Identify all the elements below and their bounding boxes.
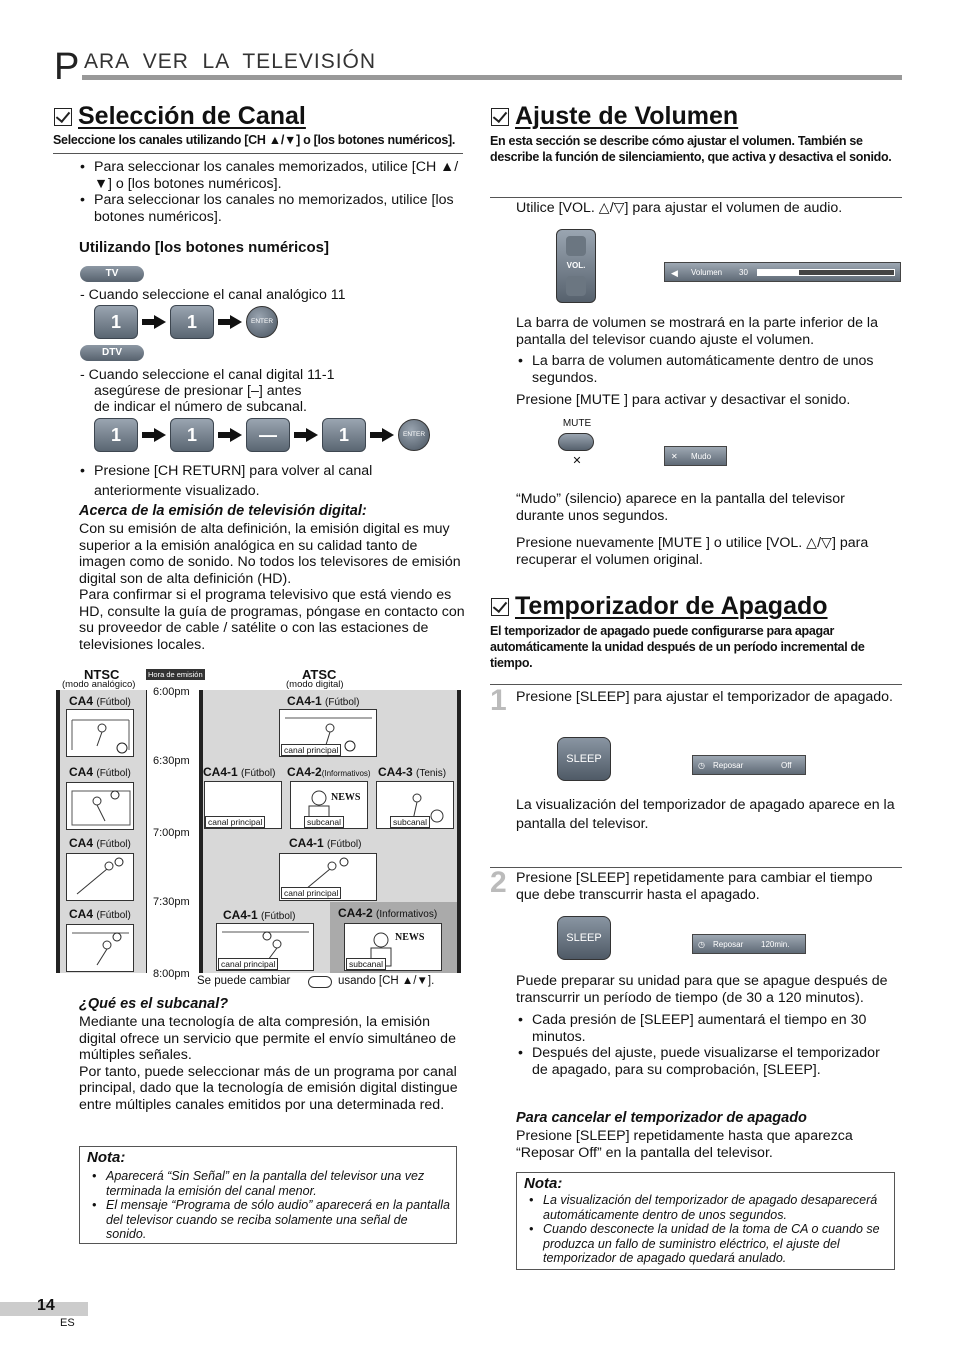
page-number: 14: [37, 1297, 55, 1314]
sleep-osd-off: ◷ Reposar Off: [692, 755, 806, 775]
digital-head: Acerca de la emisión de televisión digital:: [79, 503, 367, 519]
step-1-text: Presione [SLEEP] para ajustar el temporizador de apagado.: [516, 689, 893, 705]
return-bullet: • Presione [CH RETURN] para volver al canal anteriormente visualizado.: [78, 463, 463, 499]
mute-osd: ✕ Mudo: [664, 446, 727, 466]
speaker-icon: ◀: [671, 268, 678, 278]
step-2-text: Presione [SLEEP] repetidamente para cambiar el tiempo que debe transcurrir hasta el apagado.: [516, 870, 873, 903]
page-header: [54, 44, 902, 88]
sleep-osd-120: ◷ Reposar 120min.: [692, 934, 806, 954]
key-1: 1: [170, 305, 214, 339]
list-item: • Aparecerá “Sin Señal” en la pantalla del televisor una vez terminada la emisión del canal menor.: [90, 1169, 450, 1198]
mute-text: Presione [MUTE ] para activar y desactivar el sonido.: [516, 392, 851, 408]
key-1: 1: [94, 305, 138, 339]
list-item: • La visualización del temporizador de apagado desaparecerá automáticamente dentro de unos segundos.: [527, 1193, 889, 1222]
step-1-after: La visualización del temporizador de apagado aparece en la pantalla del televisor.: [516, 797, 895, 832]
list-item: • Cuando desconecte la unidad de la toma de CA o cuando se produzca un fallo de suministro eléctrico, el ajuste del temporizador de apagado quedará anulado.: [527, 1222, 889, 1266]
dtv-line-1: - Cuando seleccione el canal digital 11-1: [80, 367, 335, 383]
mudo-text: “Mudo” (silencio) aparece en la pantalla del televisor durante unos segundos.: [516, 491, 845, 524]
step-2-after: Puede preparar su unidad para que se apague después de transcurrir un período de tiempo (de 30 a 120 minutos).: [516, 973, 888, 1006]
list-item: • Para seleccionar los canales memorizados, utilice [CH ▲/▼] o [los botones numéricos].: [78, 159, 463, 192]
subchannel-head: ¿Qué es el subcanal?: [79, 996, 229, 1012]
cancel-head: Para cancelar el temporizador de apagado: [516, 1110, 807, 1126]
channel-diagram: NTSC (modo analógico) Hora de emisión ATSC (modo digital) 6:00pm 6:30pm 7:00pm 7:30pm 8:00pm CA4 (Fútbol) CA4 (Fútbol) CA4 (Fútbol) CA4 (Fútbol) CA4-1 (Fútbol) canal principal CA4-1 (Fútbol) CA4-2(Informativos) CA4-3 (Tenis) canal principal NEWS subcanal subcanal CA4-1 (Fútbol) canal principal CA4-1 (Fútbol) CA4-2 (Informativos) canal principal NEWS subcanal Se puede cambiar usando [CH ▲/▼].: [54, 665, 464, 995]
volume-use: Utilice [VOL. △/▽] para ajustar el volumen de audio.: [516, 200, 843, 216]
note-box-right: Nota: • La visualización del temporizador de apagado desaparecerá automáticamente dentro de unos segundos. • Cuando desconecte la unidad de la toma de CA o cuando se produzca un fallo de suministro eléctrico, el ajuste del temporizador de apagado quedará anulado.: [516, 1172, 895, 1270]
mute-icon: ✕: [572, 455, 582, 467]
step-2-bullets: [516, 1012, 896, 1078]
cancel-text: Presione [SLEEP] repetidamente hasta que aparezca “Reposar Off” en la pantalla del televisor.: [516, 1128, 853, 1161]
dtv-line-3: de indicar el número de subcanal.: [94, 399, 307, 415]
section-title-volume: Ajuste de Volumen: [491, 102, 738, 130]
checkbox-icon: [54, 108, 72, 126]
header-initial: P: [54, 46, 80, 88]
language-code: ES: [60, 1317, 75, 1329]
note-box-left: Nota: • Aparecerá “Sin Señal” en la pantalla del televisor una vez terminada la emisión del canal menor. • El mensaje “Programa de sólo audio” aparecerá en la pantalla del televisor cuando se reciba solamente una señal de sonido.: [79, 1146, 457, 1244]
clock-icon: ◷: [698, 940, 705, 949]
list-item: • El mensaje “Programa de sólo audio” aparecerá en la pantalla del televisor cuando se reciba solamente una señal de sonido.: [90, 1198, 450, 1242]
channel-intro: Seleccione los canales utilizando [CH ▲/▼] o [los botones numéricos].: [53, 133, 456, 147]
section-title-channel: Selección de Canal: [54, 102, 306, 130]
sleep-button: SLEEP: [557, 916, 611, 960]
section-title-sleep: Temporizador de Apagado: [491, 592, 828, 620]
key-1: 1: [170, 418, 214, 452]
mute-button: MUTE ✕: [558, 418, 596, 467]
vol-bullet: • La barra de volumen automáticamente dentro de unos segundos.: [516, 353, 896, 386]
step-2-number: 2: [490, 866, 507, 899]
sleep-intro: El temporizador de apagado puede configurarse para apagar automáticamente la unidad después de un período incremental de tiempo.: [490, 624, 865, 670]
header-title: ARA VER LA TELEVISIÓN: [84, 50, 377, 73]
mute-icon: ✕: [671, 452, 678, 461]
tv-badge: TV: [80, 266, 144, 282]
checkbox-icon: [491, 598, 509, 616]
channel-bullets: [78, 159, 463, 225]
subchannel-text: Mediante una tecnología de alta compresión, la emisión digital ofrece un servicio que permite el envío simultáneo de múltiples señales. Por tanto, puede seleccionar más de un programa por canal principal, dado que la tecnología de emisión digital distingue entre múltiples canales emitidos por una determinada red.: [79, 1014, 458, 1113]
list-item: • Después del ajuste, puede visualizarse el temporizador de apagado, para su comprobación, [SLEEP].: [516, 1045, 896, 1078]
mute-again-text: Presione nuevamente [MUTE ] o utilice [VOL. △/▽] para recuperar el volumen original.: [516, 535, 869, 568]
volume-osd: ◀ Volumen 30: [664, 262, 901, 282]
numeric-subhead: Utilizando [los botones numéricos]: [79, 239, 330, 256]
list-item: • Para seleccionar los canales no memorizados, utilice [los botones numéricos].: [78, 192, 463, 225]
dtv-line-2: asegúrese de presionar [–] antes: [94, 383, 302, 399]
dtv-badge: DTV: [80, 345, 144, 361]
sleep-button: SLEEP: [557, 737, 611, 781]
tv-line: - Cuando seleccione el canal analógico 11: [80, 287, 346, 303]
enter-key: ENTER: [246, 306, 278, 338]
volume-intro: En esta sección se describe cómo ajustar el volumen. También se describe la función de silenciamiento, que activa y desactiva el sonido.: [490, 134, 892, 164]
vol-button: VOL.: [556, 229, 596, 303]
clock-icon: ◷: [698, 761, 705, 770]
vol-bar-text: La barra de volumen se mostrará en la parte inferior de la pantalla del televisor cuando ajuste el volumen.: [516, 315, 878, 348]
digital-text: Con su emisión de alta definición, la emisión digital es muy superior a la emisión analógica en su calidad tanto de imagen como de sonido. No todos los televisores de emisión digital son de alta definición (HD). Para confirmar si el programa televisivo que está viendo es HD, consulte la guía de programas, póngase en contacto con su proveedor de cable / satélite o con las estaciones de televisiones locales.: [79, 521, 465, 653]
checkbox-icon: [491, 108, 509, 126]
step-1-number: 1: [490, 684, 507, 717]
key-dash: —: [246, 418, 290, 452]
key-1: 1: [322, 418, 366, 452]
list-item: • Cada presión de [SLEEP] aumentará el tiempo en 30 minutos.: [516, 1012, 896, 1045]
enter-key: ENTER: [398, 419, 430, 451]
key-1: 1: [94, 418, 138, 452]
